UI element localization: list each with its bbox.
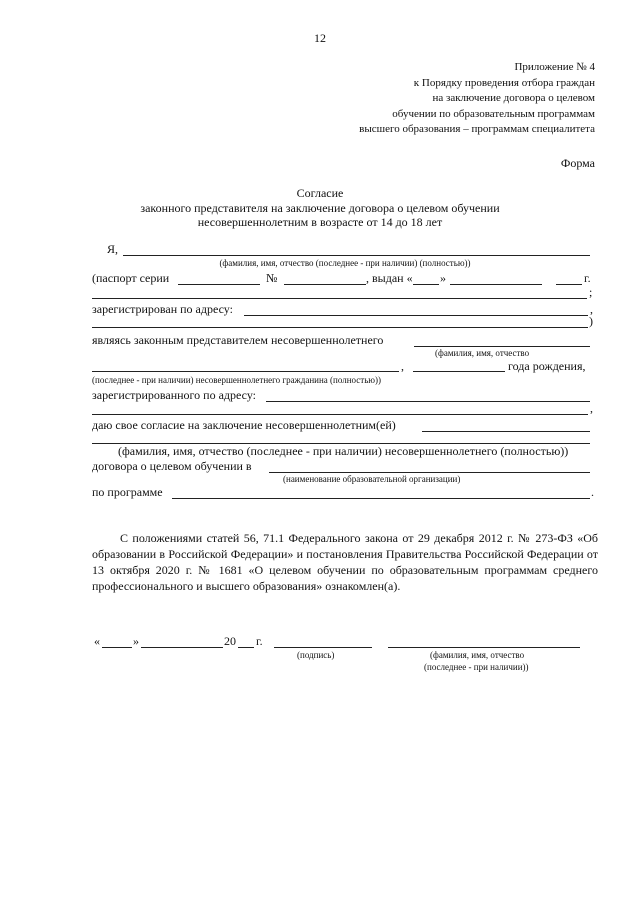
ya-label: Я, (107, 242, 119, 256)
signer-name-caption-2: (последнее - при наличии)) (424, 662, 529, 672)
contract-label: договора о целевом обучении в (92, 459, 252, 473)
annex-header (359, 60, 595, 138)
address-line[interactable] (244, 315, 588, 316)
signature-line[interactable] (274, 647, 372, 648)
title-line-3: несовершеннолетним в возрасте от 14 до 18 лет (197, 215, 443, 229)
registered-minor-label: зарегистрированного по адресу: (92, 388, 256, 402)
birth-year-label: года рождения, (508, 359, 586, 373)
annex-line: высшего образования – программам специалитета (359, 123, 595, 135)
annex-line: обучении по образовательным программам (392, 107, 595, 120)
year-suffix: г. (584, 271, 591, 285)
issued-label: , выдан « (366, 271, 413, 285)
consent-label: даю свое согласие на заключение несовершеннолетним(ей) (92, 418, 396, 432)
issued-month-line[interactable] (450, 284, 542, 285)
comma: , (590, 302, 593, 316)
page-number: 12 (314, 31, 326, 45)
consent-minor-line[interactable] (422, 431, 590, 432)
title-line-1: Согласие (296, 186, 344, 200)
date-day-line[interactable] (102, 647, 132, 648)
registered-label: зарегистрирован по адресу: (92, 302, 233, 316)
comma-2: , (401, 359, 404, 373)
passport-number-sign: № (266, 271, 278, 285)
minor-fio-line[interactable] (414, 346, 590, 347)
signer-name-line[interactable] (388, 647, 580, 648)
passport-number-line[interactable] (284, 284, 366, 285)
minor-address-line[interactable] (266, 401, 590, 402)
organization-caption: (наименование образовательной организации) (283, 474, 461, 484)
annex-line: Приложение № 4 (514, 61, 595, 73)
minor-address-line-2[interactable] (92, 414, 588, 415)
date-year-line[interactable] (238, 647, 254, 648)
minor-fio-caption-2: (последнее - при наличии) несовершеннолетнего гражданина (полностью)) (92, 375, 382, 385)
annex-line: к Порядку проведения отбора граждан (413, 76, 595, 89)
signer-name-caption-1: (фамилия, имя, отчество (430, 650, 525, 660)
passport-series-line[interactable] (178, 284, 260, 285)
birth-year-line[interactable] (413, 371, 505, 372)
issued-day-line[interactable] (413, 284, 439, 285)
minor-fio-caption-3: (фамилия, имя, отчество (последнее - при наличии) несовершеннолетнего (полностью)) (118, 444, 569, 458)
program-period: . (591, 485, 594, 499)
signature-caption: (подпись) (297, 650, 335, 660)
fio-caption: (фамилия, имя, отчество (последнее - при наличии) (полностью)) (219, 258, 471, 268)
passport-series-label: (паспорт серии (92, 271, 170, 285)
issued-close-quote: » (440, 271, 446, 285)
comma-3: , (590, 401, 593, 415)
minor-fio-caption-1: (фамилия, имя, отчество (435, 348, 530, 358)
close-paren: ) (589, 314, 593, 328)
date-close-quote: » (133, 634, 139, 648)
date-open-quote: « (94, 634, 100, 648)
form-label: Форма (560, 156, 595, 170)
title-line-2: законного представителя на заключение договора о целевом обучении (140, 200, 500, 215)
representative-label: являясь законным представителем несовершеннолетнего (92, 333, 384, 347)
program-label: по программе (92, 485, 163, 499)
minor-fio-line-2[interactable] (92, 371, 399, 372)
date-year-suffix: г. (256, 634, 263, 648)
program-line[interactable] (172, 498, 590, 499)
document-title (0, 186, 640, 230)
date-year-prefix: 20 (224, 634, 236, 648)
issuer-line[interactable] (92, 298, 587, 299)
address-line-2[interactable] (92, 327, 588, 328)
date-month-line[interactable] (141, 647, 223, 648)
issued-year-line[interactable] (556, 284, 582, 285)
organization-line[interactable] (269, 472, 590, 473)
fio-field-line[interactable] (123, 255, 590, 256)
annex-line: на заключение договора о целевом (432, 92, 595, 104)
semicolon: ; (589, 285, 593, 299)
acknowledgement-paragraph: С положениями статей 56, 71.1 Федерального закона от 29 декабря 2012 г. № 273-ФЗ «Об образовании в Российской Федерации» и постановления Правительства Российской Федерации от 13 октября 2020 г. № 1681 «О целевом обучении по образовательным программам среднего профессионального и высшего образования» ознакомлен(а). (92, 531, 598, 593)
